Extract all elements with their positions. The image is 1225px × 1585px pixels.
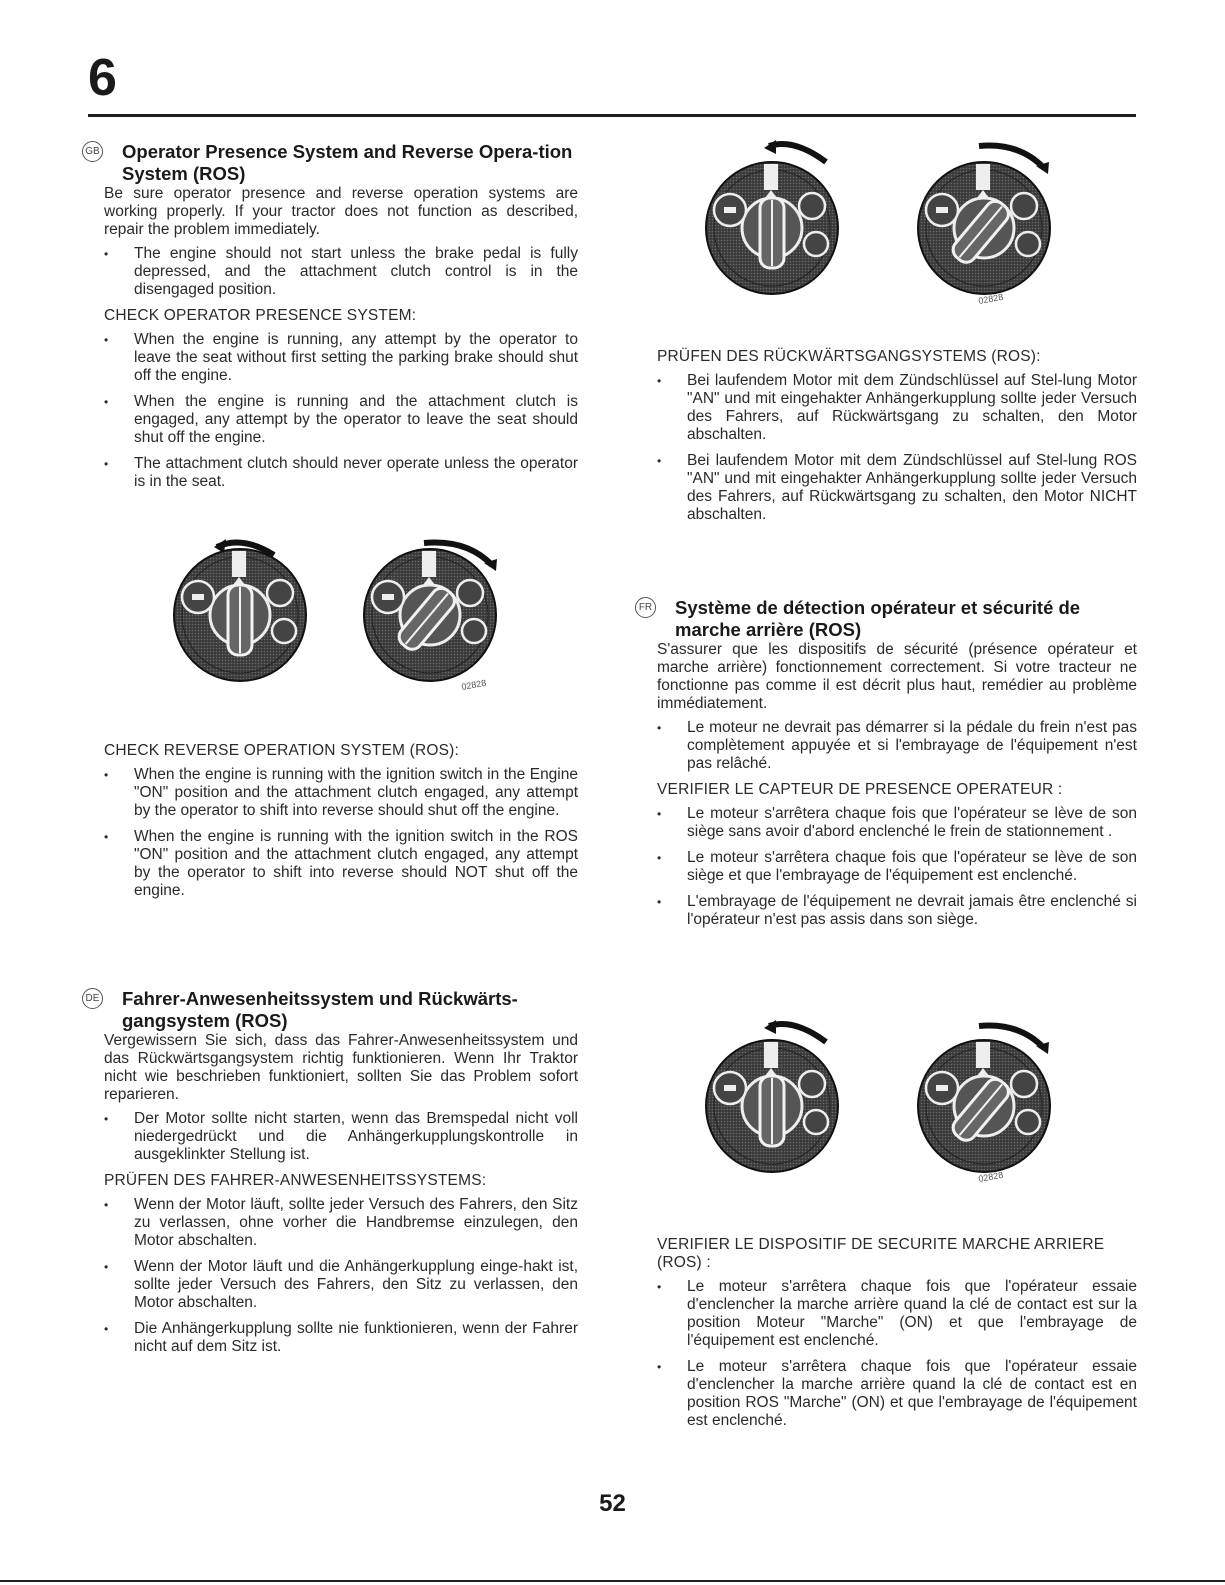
figure-part-number: 02828 xyxy=(977,291,1004,306)
section-de xyxy=(104,988,578,1364)
list-item: • When the engine is running and the attachment clutch is engaged, any attempt by the operator to leave the seat should shut off the engine. xyxy=(104,393,578,447)
list-fr-start xyxy=(657,719,1137,773)
list-fr-ops xyxy=(657,805,1137,929)
subheading-ros-de: PRÜFEN DES RÜCKWÄRTSGANGSYSTEMS (ROS): xyxy=(657,348,1041,365)
list-item: • Bei laufendem Motor mit dem Zündschlüssel auf Stel-lung Motor "AN" und mit eingehakter Anhängerkupplung sollte jeder Versuch des Fahrers, auf Rückwärtsgang zu schalten, den Motor abschalten. xyxy=(657,372,1137,444)
list-item: • Le moteur s'arrêtera chaque fois que l'opérateur essaie d'enclencher la marche arrière quand la clé de contact est sur la position Moteur "Marche" (ON) et que l'embrayage de l'équipement est enclenché. xyxy=(657,1278,1137,1350)
list-de-ops xyxy=(104,1196,578,1356)
switch-engine-on xyxy=(174,549,306,681)
list-fr-ros xyxy=(657,1278,1137,1430)
list-item: • The attachment clutch should never operate unless the operator is in the seat. xyxy=(104,455,578,491)
language-badge-de: DE xyxy=(82,988,103,1009)
section-title-gb: Operator Presence System and Reverse Opera-tion System (ROS) xyxy=(122,141,573,184)
section-fr-ros xyxy=(657,1234,1137,1438)
section-gb-ros xyxy=(104,740,578,908)
list-item: • Le moteur ne devrait pas démarrer si la pédale du frein n'est pas complètement appuyée et si l'embrayage de l'équipement n'est pas relâché. xyxy=(657,719,1137,773)
page-number: 52 xyxy=(599,1490,626,1517)
section-de-ros xyxy=(657,346,1137,532)
list-gb-ops xyxy=(104,331,578,491)
ignition-switch-figure xyxy=(694,132,1064,312)
list-de-start xyxy=(104,1110,578,1164)
section-gb xyxy=(104,141,578,499)
subheading-ros-gb: CHECK REVERSE OPERATION SYSTEM (ROS): xyxy=(104,742,460,759)
header-rule xyxy=(88,114,1136,117)
switch-ros-on xyxy=(364,549,496,681)
switch-engine-on xyxy=(706,1040,838,1172)
list-item: • Die Anhängerkupplung sollte nie funktionieren, wenn der Fahrer nicht auf dem Sitz ist. xyxy=(104,1320,578,1356)
figure-part-number: 02828 xyxy=(460,677,487,692)
language-badge-fr: FR xyxy=(635,597,656,618)
list-item: • Le moteur s'arrêtera chaque fois que l'opérateur se lève de son siège et que l'embrayage de l'équipement est enclenché. xyxy=(657,849,1137,885)
list-item: • When the engine is running with the ignition switch in the Engine "ON" position and the attachment clutch engaged, any attempt by the operator to shift into reverse should shut off the engine. xyxy=(104,766,578,820)
list-item: • Le moteur s'arrêtera chaque fois que l'opérateur se lève de son siège sans avoir d'abord enclenché le frein de stationnement . xyxy=(657,805,1137,841)
list-item: • When the engine is running, any attempt by the operator to leave the seat without first setting the parking brake should shut off the engine. xyxy=(104,331,578,385)
chapter-number: 6 xyxy=(88,49,117,107)
list-item: • Wenn der Motor läuft, sollte jeder Versuch des Fahrers, den Sitz zu verlassen, ohne vorher die Handbremse einzulegen, den Motor abschalten. xyxy=(104,1196,578,1250)
list-item: • The engine should not start unless the brake pedal is fully depressed, and the attachment clutch control is in the disengaged position. xyxy=(104,245,578,299)
bottom-rule xyxy=(0,1580,1225,1582)
list-item: • Le moteur s'arrêtera chaque fois que l'opérateur essaie d'enclencher la marche arrière quand la clé de contact est en position ROS "Marche" (ON) et que l'embrayage de l'équipement est enclenché. xyxy=(657,1358,1137,1430)
intro-gb: Be sure operator presence and reverse operation systems are working properly. If your tractor does not function as described, repair the problem immediately. xyxy=(104,185,578,238)
switch-ros-on xyxy=(918,1040,1050,1172)
switch-ros-on xyxy=(918,162,1050,294)
subheading-ops-fr: VERIFIER LE CAPTEUR DE PRESENCE OPERATEUR : xyxy=(657,781,1063,798)
list-gb-start xyxy=(104,245,578,299)
subheading-ros-fr: VERIFIER LE DISPOSITIF DE SECURITE MARCHE ARRIERE (ROS) : xyxy=(657,1236,1105,1271)
switch-engine-on xyxy=(706,162,838,294)
intro-de: Vergewissern Sie sich, dass das Fahrer-Anwesenheitssystem und das Rückwärtsgangsystem richtig funktionieren. Wenn Ihr Traktor nicht wie beschrieben funktioniert, sollten Sie das Problem sofort reparieren. xyxy=(104,1032,578,1103)
list-item: • Wenn der Motor läuft und die Anhängerkupplung einge-hakt ist, sollte jeder Versuch des Fahrers, den Sitz zu verlassen, den Motor abschalten. xyxy=(104,1258,578,1312)
subheading-ops-de: PRÜFEN DES FAHRER-ANWESENHEITSSYSTEMS: xyxy=(104,1172,487,1189)
intro-fr: S'assurer que les dispositifs de sécurité (présence opérateur et marche arrière) fonctionnement correctement. Si votre tracteur ne fonctionne pas comme il est décrit plus haut, remédier au problème immédiatement. xyxy=(657,641,1137,712)
figure-part-number: 02828 xyxy=(977,1169,1004,1184)
list-de-ros xyxy=(657,372,1137,524)
section-title-de: Fahrer-Anwesenheitssystem und Rückwärts-gangsystem (ROS) xyxy=(122,988,518,1031)
list-gb-ros xyxy=(104,766,578,900)
ignition-switch-figure xyxy=(694,1014,1064,1189)
list-item: • Bei laufendem Motor mit dem Zündschlüssel auf Stel-lung ROS "AN" und mit eingehakter Anhängerkupplung sollte jeder Versuch des Fahrers, auf Rückwärtsgang zu schalten, den Motor NICHT abschalten. xyxy=(657,452,1137,524)
ignition-switch-figure xyxy=(162,525,532,700)
list-item: • L'embrayage de l'équipement ne devrait jamais être enclenché si l'opérateur n'est pas assis dans son siège. xyxy=(657,893,1137,929)
section-fr xyxy=(657,597,1137,937)
list-item: • When the engine is running with the ignition switch in the ROS "ON" position and the attachment clutch engaged, any attempt by the operator to shift into reverse should NOT shut off the engine. xyxy=(104,828,578,900)
language-badge-gb: GB xyxy=(82,141,103,162)
arrow-icon xyxy=(769,144,826,162)
subheading-ops-gb: CHECK OPERATOR PRESENCE SYSTEM: xyxy=(104,307,417,324)
list-item: • Der Motor sollte nicht starten, wenn das Bremspedal nicht voll niedergedrückt und die Anhängerkupplungskontrolle in ausgeklinkter Stellung ist. xyxy=(104,1110,578,1164)
section-title-fr: Système de détection opérateur et sécurité de marche arrière (ROS) xyxy=(675,597,1081,640)
